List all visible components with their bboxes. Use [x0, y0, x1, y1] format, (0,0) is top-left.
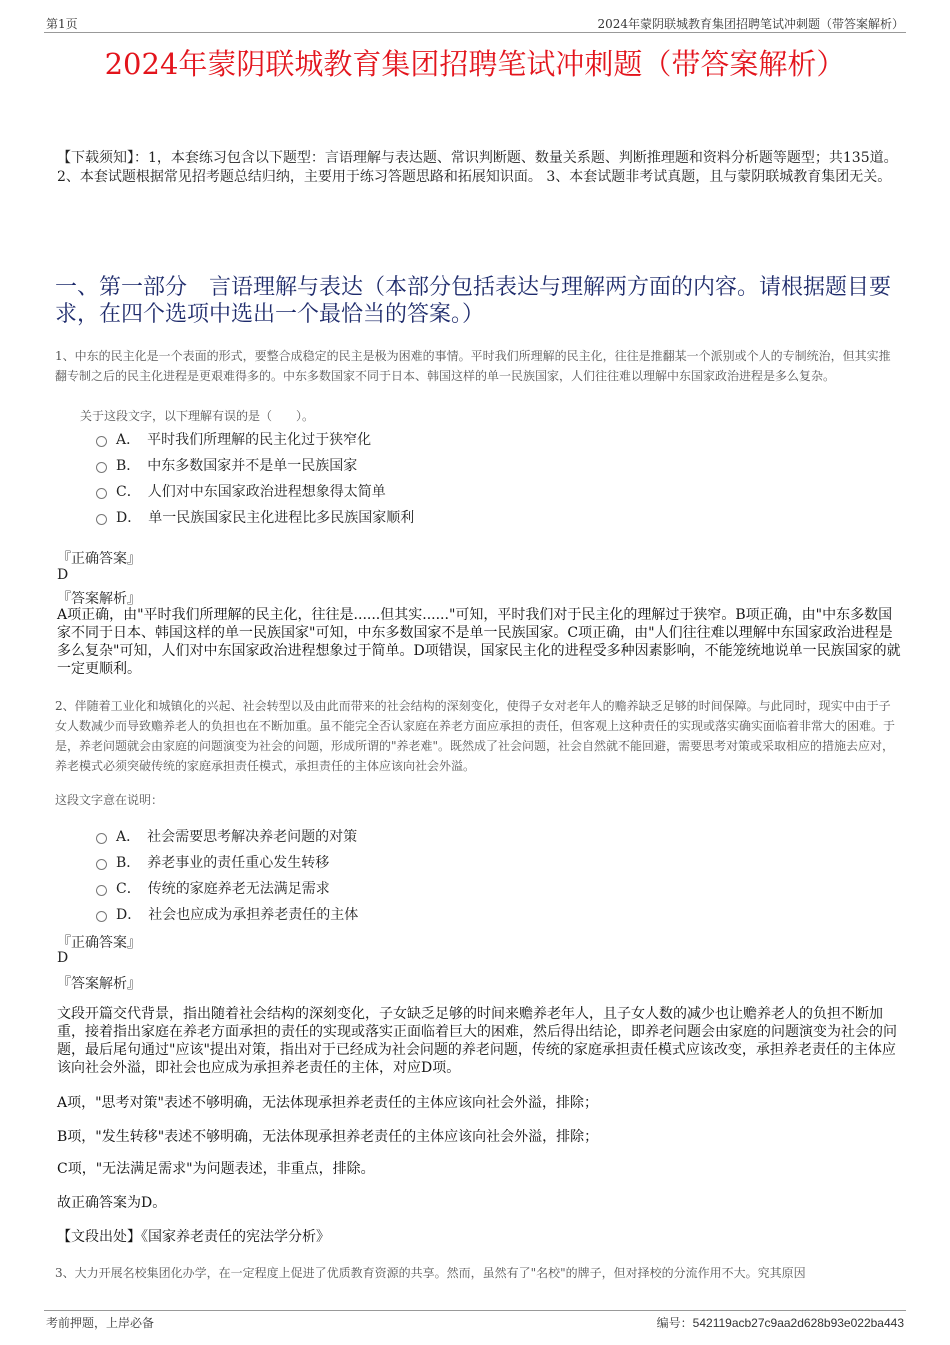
radio-icon[interactable]	[96, 488, 107, 499]
section-heading: 一、第一部分 言语理解与表达（本部分包括表达与理解两方面的内容。请根据题目要求，在四个选项中选出一个最恰当的答案。）	[55, 275, 892, 327]
q2-option-b[interactable]: B． 养老事业的责任重心发生转移	[96, 852, 329, 872]
radio-icon[interactable]	[96, 833, 107, 844]
document-id: 编号：542119acb27c9aa2d628b93e022ba443	[656, 1316, 904, 1330]
q1-option-c[interactable]: C． 人们对中东国家政治进程想象得太简单	[96, 481, 386, 501]
q2-option-a[interactable]: A． 社会需要思考解决养老问题的对策	[96, 826, 357, 846]
footer-slogan: 考前押题，上岸必备	[46, 1316, 155, 1330]
q2-note-a: A项，"思考对策"表述不够明确，无法体现承担养老责任的主体应该向社会外溢，排除；	[57, 1095, 598, 1111]
question-1-prompt: 关于这段文字，以下理解有误的是（ ）。	[80, 409, 315, 423]
q2-conclusion: 故正确答案为D。	[57, 1195, 167, 1211]
q1-analysis-label: 『答案解析』	[57, 591, 141, 607]
q1-option-a[interactable]: A． 平时我们所理解的民主化过于狭窄化	[96, 429, 371, 449]
q2-note-c: C项，"无法满足需求"为问题表述，非重点，排除。	[57, 1161, 375, 1177]
question-3-text: 3、大力开展名校集团化办学，在一定程度上促进了优质教育资源的共享。然而，虽然有了"名校"的牌子，但对择校的分流作用不大。究其原因	[55, 1266, 806, 1280]
header-divider	[44, 32, 906, 33]
radio-icon[interactable]	[96, 514, 107, 525]
q2-analysis: 文段开篇交代背景，指出随着社会结构的深刻变化，子女缺乏足够的时间来赡养老年人，且子女人数的减少也让赡养老人的负担不断加重，接着指出家庭在养老方面承担的责任的实现或落实正面临着巨大的困难，然后得出结论，即养老问题会由家庭的问题演变为社会的问题，最后尾句通过"应该"提出对策，指出对于已经成为社会问题的养老问题，传统的家庭承担责任模式应该改变，承担养老责任的主体应该向社会外溢，即社会也应成为承担养老责任的主体，对应D项。	[57, 1006, 897, 1076]
q1-answer: D	[57, 567, 69, 583]
download-notice: 【下载须知】：1，本套练习包含以下题型：言语理解与表达题、常识判断题、数量关系题、判断推理题和资料分析题等题型；共135道。2、本套试题根据常见招考题总结归纳，主要用于练习答题思路和拓展知识面。 3、本套试题非考试真题，且与蒙阴联城教育集团无关。	[57, 150, 898, 185]
q1-option-d[interactable]: D． 单一民族国家民主化进程比多民族国家顺利	[96, 507, 414, 527]
header-title: 2024年蒙阴联城教育集团招聘笔试冲刺题（带答案解析）	[597, 17, 904, 31]
radio-icon[interactable]	[96, 911, 107, 922]
question-2-text: 2、伴随着工业化和城镇化的兴起、社会转型以及由此而带来的社会结构的深刻变化，使得子女对老年人的赡养缺乏足够的时间保障。与此同时，现实中由于子女人数减少而导致赡养老人的负担也在不断加重。虽不能完全否认家庭在养老方面应承担的责任，但客观上这种责任的实现或落实确实面临着非常大的困难。于是，养老问题就会由家庭的问题演变为社会的问题，形成所谓的"养老难"。既然成了社会问题，社会自然就不能回避，需要思考对策或采取相应的措施去应对，养老模式必须突破传统的家庭承担责任模式，承担责任的主体应该向社会外溢。	[55, 699, 896, 773]
q2-answer: D	[57, 950, 69, 966]
radio-icon[interactable]	[96, 885, 107, 896]
q2-answer-label: 『正确答案』	[57, 935, 141, 951]
footer-divider	[44, 1310, 906, 1311]
page-title: 2024年蒙阴联城教育集团招聘笔试冲刺题（带答案解析）	[104, 47, 846, 81]
q1-answer-label: 『正确答案』	[57, 551, 141, 567]
q2-option-c[interactable]: C． 传统的家庭养老无法满足需求	[96, 878, 330, 898]
q2-analysis-label: 『答案解析』	[57, 976, 141, 992]
q2-source: 【文段出处】《国家养老责任的宪法学分析》	[57, 1229, 330, 1245]
question-1-text: 1、中东的民主化是一个表面的形式，要整合成稳定的民主是极为困难的事情。平时我们所理解的民主化，往往是推翻某一个派别或个人的专制统治，但其实推翻专制之后的民主化进程是更艰难得多的。中东多数国家不同于日本、韩国这样的单一民族国家，人们往往难以理解中东国家政治进程是多么复杂。	[55, 349, 891, 383]
q1-option-b[interactable]: B． 中东多数国家并不是单一民族国家	[96, 455, 357, 475]
q2-option-d[interactable]: D． 社会也应成为承担养老责任的主体	[96, 904, 358, 924]
page-number: 第1页	[46, 17, 78, 31]
radio-icon[interactable]	[96, 436, 107, 447]
q1-analysis: A项正确，由"平时我们所理解的民主化，往往是......但其实......"可知，平时我们对于民主化的理解过于狭窄。B项正确，由"中东多数国家不同于日本、韩国这样的单一民族国家"可知，中东多数国家不是单一民族国家。C项正确，由"人们往往难以理解中东国家政治进程是多么复杂"可知，人们对中东国家政治进程想象过于简单。D项错误，国家民主化的进程受多种因素影响，不能笼统地说单一民族国家的就一定更顺利。	[57, 607, 901, 677]
question-2-prompt: 这段文字意在说明：	[55, 793, 164, 807]
radio-icon[interactable]	[96, 462, 107, 473]
radio-icon[interactable]	[96, 859, 107, 870]
q2-note-b: B项，"发生转移"表述不够明确，无法体现承担养老责任的主体应该向社会外溢，排除；	[57, 1129, 599, 1145]
